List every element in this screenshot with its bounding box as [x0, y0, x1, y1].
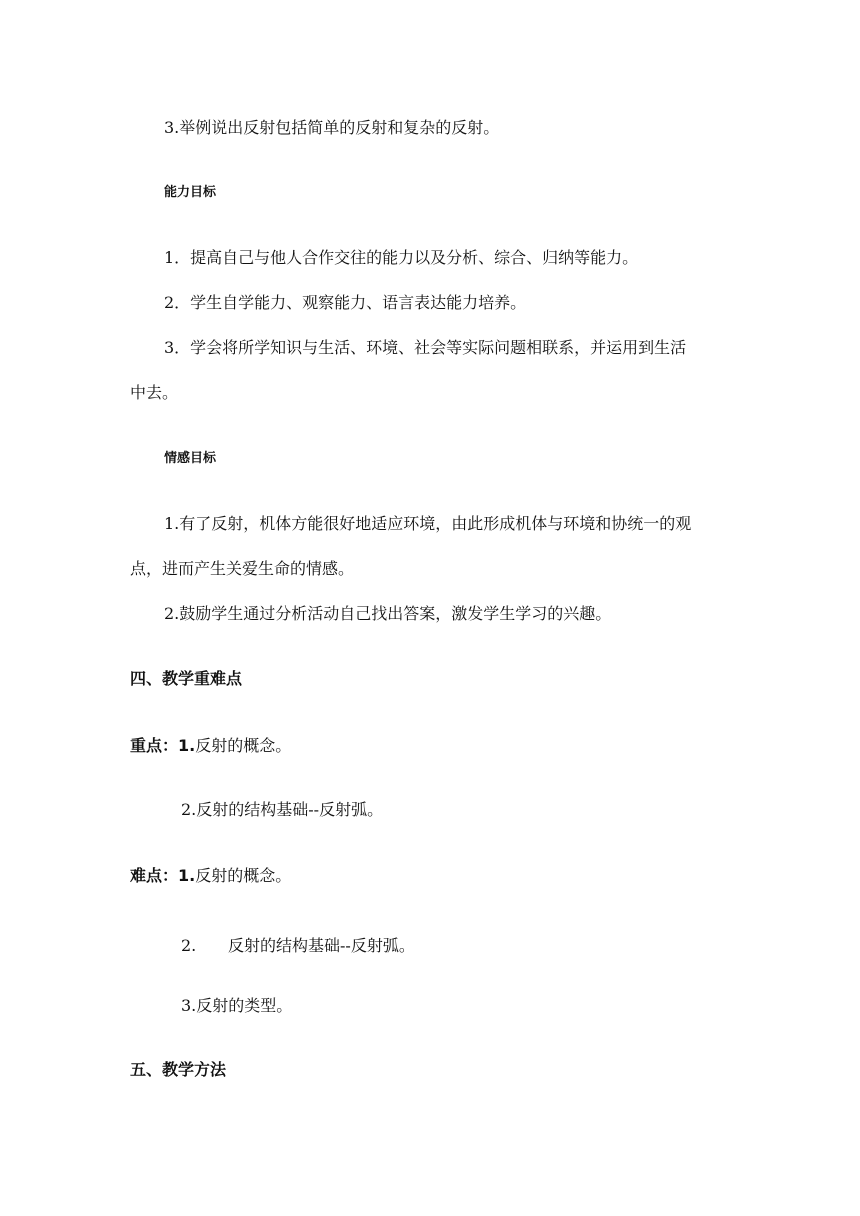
emotion-item-2: 2.鼓励学生通过分析活动自己找出答案，激发学生学习的兴趣。: [164, 604, 612, 623]
ability-item-3-line-1: 3．学会将所学知识与生活、环境、社会等实际问题相联系，并运用到生活: [164, 338, 687, 357]
difficult-point-line: [130, 866, 291, 886]
difficult-point-item-1: 反射的概念。: [195, 866, 292, 885]
difficult-point-number-1: 1.: [178, 866, 196, 885]
difficult-point-number-2: 2.: [181, 936, 197, 955]
key-point-item-2: 2.反射的结构基础--反射弧。: [181, 800, 384, 819]
section-4-heading: 四、教学重难点: [130, 669, 243, 688]
key-point-line: [130, 736, 291, 756]
knowledge-item-3: 3.举例说出反射包括简单的反射和复杂的反射。: [164, 118, 500, 137]
emotion-item-1-line-2: 点，进而产生关爱生命的情感。: [130, 559, 355, 578]
section-5-heading: 五、教学方法: [130, 1060, 227, 1079]
ability-item-3-line-2: 中去。: [130, 383, 179, 402]
emotion-goal-heading: 情感目标: [164, 451, 217, 466]
key-point-item-1: 反射的概念。: [195, 736, 292, 755]
difficult-point-label: 难点：: [130, 866, 179, 885]
ability-item-2: 2．学生自学能力、观察能力、语言表达能力培养。: [164, 293, 527, 312]
key-point-number-1: 1.: [178, 736, 196, 755]
key-point-label: 重点：: [130, 736, 179, 755]
emotion-item-1-line-1: 1.有了反射，机体方能很好地适应环境，由此形成机体与环境和协统一的观: [164, 514, 692, 533]
ability-item-1: 1．提高自己与他人合作交往的能力以及分析、综合、归纳等能力。: [164, 248, 639, 267]
difficult-point-item-3: 3.反射的类型。: [181, 996, 293, 1015]
ability-goal-heading: 能力目标: [164, 185, 217, 200]
difficult-point-item-2: 反射的结构基础--反射弧。: [228, 936, 415, 955]
